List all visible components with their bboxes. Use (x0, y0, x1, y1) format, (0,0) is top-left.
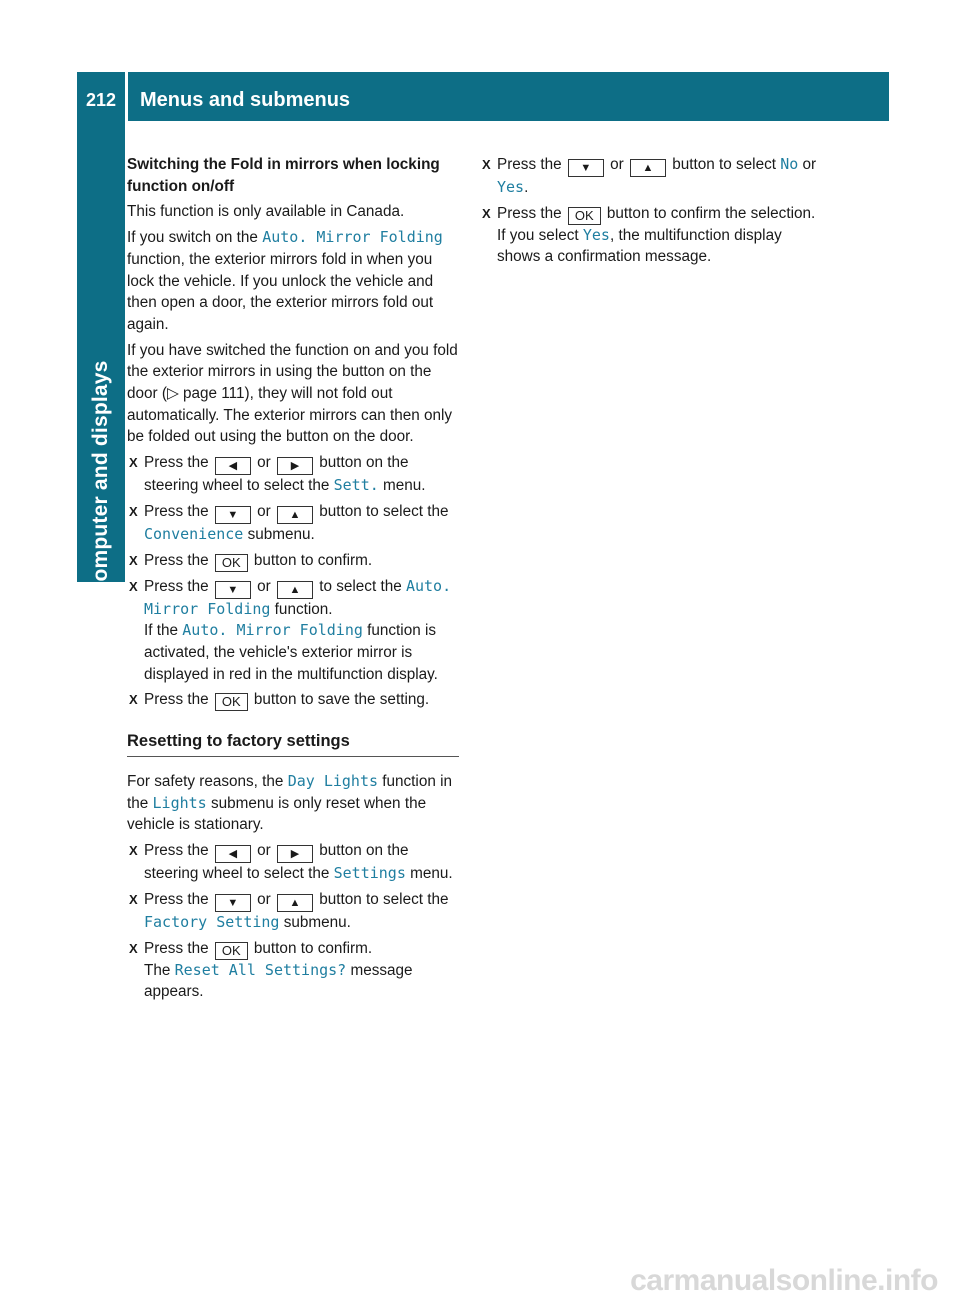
paragraph: This function is only available in Canada. (127, 203, 405, 221)
up-arrow-key-icon: ▲ (277, 581, 313, 599)
paragraph: For safety reasons, the Day Lights function in the Lights submenu is only reset when the vehicle is stationary. (127, 772, 452, 834)
instruction-step: X Press the ◀ or ▶ button on the steering wheel to select the Sett. menu. (129, 454, 426, 495)
instruction-step: X Press the ▼ or ▲ button to select the Convenience submenu. (129, 502, 449, 543)
ok-key-icon: OK (215, 693, 248, 711)
step-marker-icon: X (129, 552, 138, 568)
display-term: Reset All Settings? (174, 960, 347, 979)
down-arrow-key-icon: ▼ (568, 159, 604, 177)
up-arrow-key-icon: ▲ (277, 894, 313, 912)
display-term: Day Lights (287, 772, 379, 791)
step-marker-icon: X (129, 940, 138, 956)
watermark: carmanualsonline.info (630, 1264, 938, 1297)
up-arrow-key-icon: ▲ (630, 159, 666, 177)
right-arrow-key-icon: ▶ (277, 845, 313, 863)
left-arrow-key-icon: ◀ (215, 457, 251, 475)
display-term: Sett. (333, 476, 379, 495)
instruction-step: X Press the ◀ or ▶ button on the steering wheel to select the Settings menu. (129, 842, 453, 883)
side-tab-label: On-board computer and displays (89, 360, 112, 696)
page-header (77, 72, 889, 121)
step-marker-icon: X (129, 503, 138, 519)
paragraph: If you have switched the function on and you fold the exterior mirrors in using the button on the door (▷ page 111), they will not fold out automatically. The exterior mirrors can then only be folded out using the button on the door. (127, 341, 458, 446)
fold-subheading: Switching the Fold in mirrors when locking function on/off (127, 156, 440, 195)
step-marker-icon: X (482, 205, 491, 221)
step-marker-icon: X (129, 578, 138, 594)
instruction-step: X Press the OK button to save the setting. (129, 691, 430, 710)
display-term: Auto. Mirror Folding (144, 576, 452, 618)
display-term: Lights (152, 793, 207, 812)
up-arrow-key-icon: ▲ (277, 506, 313, 524)
display-term: Auto. Mirror Folding (262, 228, 443, 247)
instruction-step: X Press the ▼ or ▲ to select the Auto. Mirror Folding function. If the Auto. Mirror Folding function is activated, the vehicle's exterior mirror is displayed in red in the multifunction display. (129, 576, 452, 683)
instruction-step: X Press the ▼ or ▲ button to select No or Yes. (482, 155, 817, 196)
step-marker-icon: X (482, 157, 491, 172)
down-arrow-key-icon: ▼ (215, 581, 251, 599)
ok-key-icon: OK (215, 942, 248, 960)
step-marker-icon: X (129, 692, 138, 708)
right-column (480, 154, 822, 272)
display-term: Convenience (144, 524, 244, 543)
down-arrow-key-icon: ▼ (215, 506, 251, 524)
instruction-step: X Press the OK button to confirm. The Reset All Settings? message appears. (129, 939, 413, 1001)
display-term: Yes (497, 178, 525, 196)
page-number: 212 (85, 90, 117, 110)
display-term: Settings (333, 864, 406, 883)
ok-key-icon: OK (568, 207, 601, 225)
right-arrow-key-icon: ▶ (277, 457, 313, 475)
instruction-step: X Press the ▼ or ▲ button to select the Factory Setting submenu. (129, 890, 449, 931)
section-title: Menus and submenus (140, 89, 351, 111)
reset-heading: Resetting to factory settings (127, 731, 459, 757)
step-marker-icon: X (129, 843, 138, 859)
instruction-step: X Press the OK button to confirm the selection. If you select Yes, the multifunction display shows a confirmation message. (482, 204, 816, 266)
down-arrow-key-icon: ▼ (215, 894, 251, 912)
step-marker-icon: X (129, 455, 138, 471)
step-marker-icon: X (129, 891, 138, 907)
display-term: Yes (582, 225, 610, 244)
left-column (127, 154, 459, 1007)
instruction-step: X Press the OK button to confirm. (129, 551, 373, 570)
paragraph: If you switch on the Auto. Mirror Folding function, the exterior mirrors fold in when you lock the vehicle. If you unlock the vehicle and then open a door, the exterior mirrors fold out again. (127, 228, 443, 333)
ok-key-icon: OK (215, 554, 248, 572)
display-term: Auto. Mirror Folding (182, 621, 363, 640)
left-arrow-key-icon: ◀ (215, 845, 251, 863)
display-term: No (780, 155, 799, 173)
display-term: Factory Setting (144, 912, 280, 931)
